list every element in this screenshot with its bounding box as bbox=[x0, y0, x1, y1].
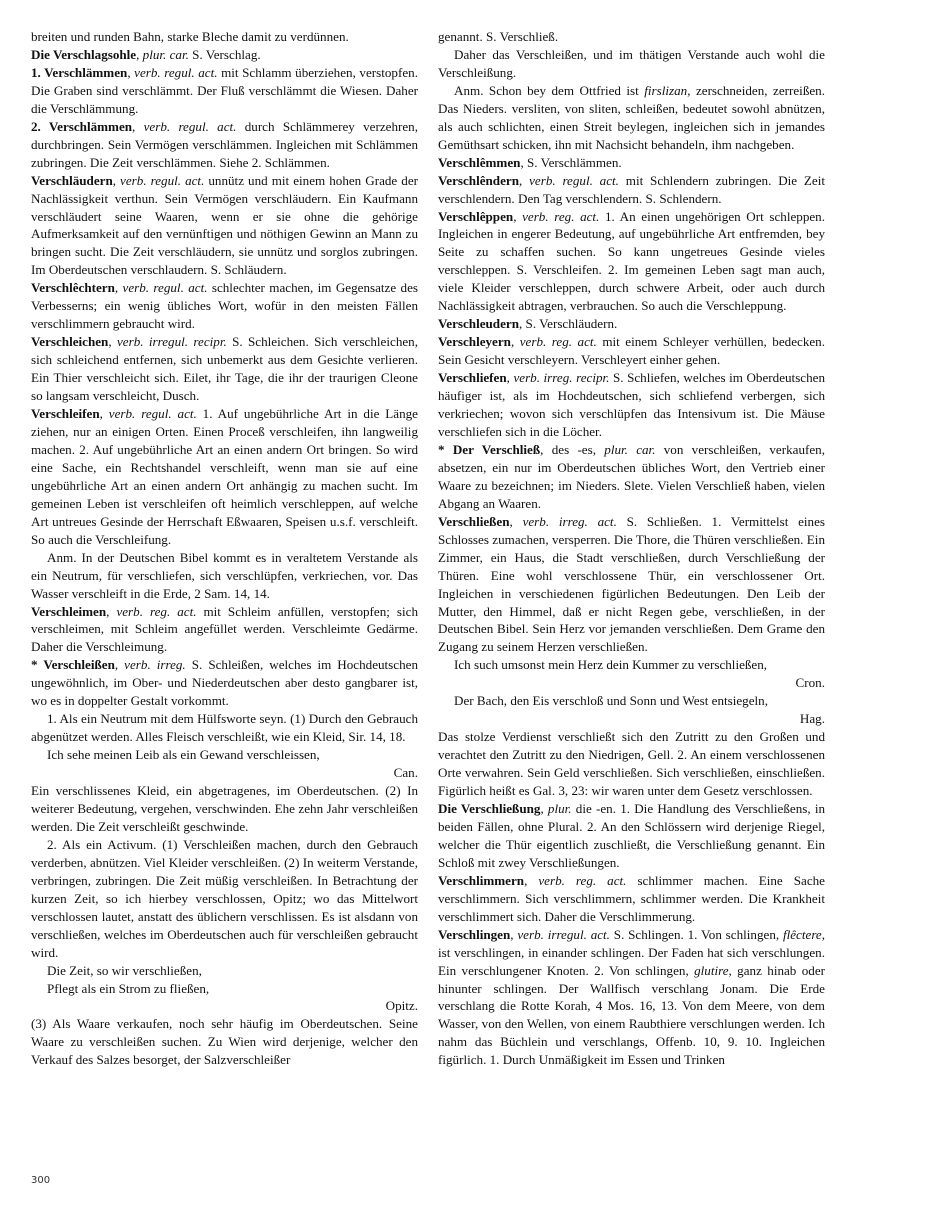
grammar-note: verb. reg. act. bbox=[116, 603, 197, 619]
entry-paragraph bbox=[438, 369, 825, 441]
entry-text: die -en. 1. Die Handlung des Verschließens, in beiden Fällen, ohne Plural. 2. An den Schlössern wird derjenige Riegel, welcher die Thür eigentlich zuschließt, die Verschließung genannt. Ein Schloß mit zwey Verschließungen. bbox=[438, 800, 826, 870]
entry-text: Can. bbox=[393, 765, 418, 781]
entry-paragraph bbox=[438, 728, 825, 800]
citation-source bbox=[438, 674, 825, 692]
entry-text: 2. Als ein Activum. (1) Verschleißen machen, durch den Gebrauch verderben, abnützen. Viel Kleider verschleißen. (2) In weiterm Verstande, verbringen, zubringen. Die Zeit müßig verschleißen. In Betrachtung der kurzen Zeit, so ich hierbey verschlossen, Opitz; wo das Mittelwort verschlossen lautet, anstatt des üblichern verschlissen. Es ist alsdann von verschließen, welches im Oberdeutschen auch für verschleißen gebraucht wird. bbox=[31, 836, 418, 960]
entry-paragraph bbox=[438, 333, 825, 369]
entry-text: , bbox=[510, 926, 518, 942]
headword: Die Verschlagsohle bbox=[31, 46, 137, 62]
entry-text: Pflegt als ein Strom zu fließen, bbox=[47, 980, 210, 996]
verse-line bbox=[31, 980, 418, 998]
citation-source bbox=[31, 764, 418, 782]
grammar-note: verb. regul. act. bbox=[122, 280, 208, 296]
entry-paragraph bbox=[31, 279, 418, 333]
entry-text: , bbox=[540, 800, 548, 816]
headword: Verschleyern bbox=[438, 334, 511, 350]
entry-text: S. Schliefen, welches im Oberdeutschen häufiger ist, als im Hochdeutschen, sich schliefend verbergen, sich verkriechen; wovon sich verschlüpfen das Intensivum ist. Die Mäuse verschliefen sich in die Löcher. bbox=[438, 370, 826, 439]
entry-paragraph bbox=[438, 172, 825, 208]
entry-text: , bbox=[99, 406, 109, 422]
headword: Verschließen bbox=[438, 513, 510, 529]
grammar-note: verb. reg. act. bbox=[538, 872, 627, 888]
entry-paragraph bbox=[31, 656, 418, 710]
citation-source bbox=[438, 710, 825, 728]
headword: Verschleifen bbox=[31, 406, 100, 422]
grammar-note: verb. regul. act. bbox=[529, 172, 619, 188]
entry-text: Das stolze Verdienst verschließt sich den Zutritt zu den Großen und verachtet den Zutritt zu den Niedrigen, Gell. 2. An einem verschlossenen Orte verwahren. Sein Geld verschließen. Sich verschließen, einschließen. Figürlich heißt es Gal. 3, 23: wir waren unter dem Gesetz verschlossen. bbox=[438, 729, 825, 799]
verse-line bbox=[438, 692, 825, 710]
entry-text: (3) Als Waare verkaufen, noch sehr häufig im Oberdeutschen. Seine Waare zu verschleißen suchen. Zu Wien wird derjenige, welcher den Verkauf des Salzes besorget, der Salzverschleißer bbox=[31, 1016, 418, 1068]
grammar-note: verb. regul. act. bbox=[134, 64, 218, 80]
entry-text: unnütz und mit einem hohen Grade der Nachlässigkeit verthun. Sein Vermögen verschläudern. Ein Kaufmann verschläudert seine Waaren, wenn er sie ohne die gehörige Aufmerksamkeit auf den vernünftigen und nöthigen Gewinn an Mann zu bringen sucht. Die Zeit verschläudern, sie unnütz und sorglos zubringen. Im Oberdeutschen verschlaudern. S. Schläudern. bbox=[31, 172, 418, 278]
entry-paragraph bbox=[31, 710, 418, 746]
entry-text: ist verschlingen, in einander schlingen. Der Faden hat sich verschlungen. Ein verschlungener Knoten. 2. Von schlingen, bbox=[438, 944, 825, 978]
entry-text: Ich sehe meinen Leib als ein Gewand verschleissen, bbox=[47, 747, 320, 763]
headword: Verschlêchtern bbox=[31, 280, 115, 296]
headword: Verschleudern bbox=[438, 316, 519, 332]
entry-text: , bbox=[506, 370, 514, 386]
entry-paragraph bbox=[31, 1015, 418, 1069]
entry-paragraph bbox=[31, 28, 418, 46]
entry-paragraph bbox=[438, 315, 825, 333]
headword: * Verschleißen bbox=[31, 657, 115, 673]
grammar-note: firslizan, bbox=[644, 82, 691, 98]
entry-paragraph bbox=[438, 513, 825, 657]
entry-text: , bbox=[114, 280, 123, 296]
headword: Verschliefen bbox=[438, 370, 507, 386]
entry-paragraph bbox=[438, 800, 825, 872]
headword: Verschlimmern bbox=[438, 872, 525, 888]
entry-text: mit einem Schleyer verhüllen, bedecken. Sein Gesicht verschleyern. Verschleyert einher gehen. bbox=[438, 334, 826, 368]
entry-paragraph bbox=[31, 333, 418, 405]
grammar-note: verb. reg. act. bbox=[519, 334, 597, 350]
entry-text: , bbox=[509, 513, 523, 529]
entry-text: , S. Verschläudern. bbox=[519, 316, 618, 332]
entry-paragraph bbox=[31, 549, 418, 603]
entry-text: , bbox=[136, 46, 143, 62]
entry-text: S. Schlingen. 1. Von schlingen, bbox=[609, 926, 783, 942]
entry-text: S. Schleichen. Sich verschleichen, sich schleichend entfernen, sich unbemerkt aus dem Gesichte verlieren. Ein Thier verschleicht sich. Eilet, ihr Tage, die ihr der traurigen Cleone so langsam verschleicht, Dusch. bbox=[31, 334, 418, 404]
entry-paragraph bbox=[31, 172, 418, 280]
verse-line bbox=[31, 962, 418, 980]
entry-text: , bbox=[114, 657, 125, 673]
entry-paragraph bbox=[31, 118, 418, 172]
headword: Verschlêmmen bbox=[438, 154, 521, 170]
entry-text: mit Schleim anfüllen, verstopfen; sich verschleimen, mit Schleim angefüllet werden. Verschleimte Gedärme. Daher die Verschleimung. bbox=[31, 603, 418, 655]
entry-paragraph bbox=[31, 782, 418, 836]
entry-text: S. Verschlag. bbox=[188, 46, 261, 62]
entry-paragraph bbox=[438, 46, 825, 82]
entry-text: 1. An einen ungehörigen Ort schleppen. Ingleichen in engerer Bedeutung, auf ungebührliche Art entfremden, bey Seite zu schaffen suchen. So kann ungetreues Gesinde vieles verschleppen. S. Verschleifen. 2. Im gemeinen Leben sagt man auch, viele Kleider verschleppen, durch schwere Arbeit, oder auch durch Nachlässigkeit abtragen, verbrauchen. So auch die Verschleppung. bbox=[438, 208, 825, 314]
verse-line bbox=[438, 656, 825, 674]
headword: Verschlêppen bbox=[438, 208, 514, 224]
grammar-note: verb. irreg. act. bbox=[522, 513, 617, 529]
entry-text: , bbox=[524, 872, 539, 888]
entry-paragraph bbox=[438, 926, 825, 1070]
left-column bbox=[31, 28, 418, 1069]
entry-paragraph bbox=[31, 405, 418, 549]
entry-text: schlechter machen, im Gegensatze des Verbesserns; ein wenig übliches Wort, wofür in den meisten Fällen verschlimmern gebraucht wird. bbox=[31, 280, 418, 332]
entry-text: , bbox=[106, 603, 117, 619]
entry-text: ganz hinab oder hinunter schlingen. Der Wallfisch verschlang Jonam. Die Erde verschlang die Rotte Korah, 4 Mos. 16, 13. Von dem Meere, von dem Wasser, von den Wellen, von einem Raubthiere verschlungen werden. Ich nahm das Büchlein und verschlangs, Offenb. 10, 9. 10. Ingleichen figürlich. 1. Durch Unmäßigkeit im Essen und Trinken bbox=[438, 962, 825, 1068]
entry-paragraph bbox=[31, 603, 418, 657]
grammar-note: verb. irreg. bbox=[124, 657, 186, 673]
verse-line bbox=[31, 746, 418, 764]
headword: Verschläudern bbox=[31, 172, 113, 188]
grammar-note: verb. regul. act. bbox=[108, 406, 197, 422]
entry-text: 1. Als ein Neutrum mit dem Hülfsworte seyn. (1) Durch den Gebrauch abgenützet werden. Alles Fleisch verschleißt, wie ein Kleid, Sir. 14, 18. bbox=[31, 711, 418, 745]
entry-text: Hag. bbox=[799, 711, 825, 727]
entry-text: S. Schließen. 1. Vermittelst eines Schlosses zumachen, versperren. Die Thore, die Thüren verschließen. Ein Zimmer, ein Haus, die Stadt verschließen, durch Verschließung der Thüren. Eine wohl verschlossene Thür, ein verschlossener Ort. Ingleichen in verschiedenen figürlichen Bedeutungen. Den Leib der Mutter, den Himmel, daß er nicht Regen gebe, verschließen, in der Deutschen Bibel. Sein Herz vor jemanden verschließen. Dem Grame den Zugang zu seinem Herzen verschließen. bbox=[438, 513, 825, 655]
grammar-note: flêctere, bbox=[782, 926, 826, 942]
entry-text: 1. Auf ungebührliche Art in die Länge ziehen, nur an einigen Orten. Einen Proceß verschleifen, ihn langweilig machen. 2. Auf ungebührliche Art an einen andern Ort bringen. So wird eine Sache, ein Rechtshandel verschleift, wenn man sie auf eine ungebührliche Art an einen andern Ort anhängig zu machen sucht. Im gemeinen Leben ist verschleifen oft heimlich verschleppen, auf welche Art untreues Gesinde der Herrschaft Eßwaaren, Speisen u.s.f. verschleift. So auch die Verschleifung. bbox=[31, 406, 418, 547]
entry-paragraph bbox=[438, 208, 825, 316]
entry-text: breiten und runden Bahn, starke Bleche damit zu verdünnen. bbox=[31, 29, 349, 44]
grammar-note: plur. car. bbox=[604, 441, 656, 457]
entry-paragraph bbox=[31, 836, 418, 962]
entry-text: mit Schlendern zubringen. Die Zeit verschlendern. Den Tag verschlendern. S. Schlendern. bbox=[438, 172, 825, 206]
grammar-note: verb. irreg. recipr. bbox=[513, 370, 610, 386]
entry-text: S. Schleißen, welches im Hochdeutschen ungewöhnlich, im Ober- und Niederdeutschen aber desto gangbarer ist, wo es in doppelter Gestalt vorkommt. bbox=[31, 657, 418, 709]
entry-text: , des -es, bbox=[540, 441, 605, 457]
entry-text: Anm. In der Deutschen Bibel kommt es in veraltetem Verstande als ein Neutrum, für verschliefen, sich verschlüpfen, verkriechen, vor. Das Wasser verschleift in die Erde, 2 Sam. 14, 14. bbox=[31, 549, 418, 601]
entry-text: , bbox=[112, 172, 121, 188]
headword: 2. Verschlämmen bbox=[31, 118, 133, 134]
entry-text: , bbox=[519, 172, 530, 188]
entry-text: Die Zeit, so wir verschließen, bbox=[47, 962, 202, 978]
entry-text: Ein verschlissenes Kleid, ein abgetragenes, im Oberdeutschen. (2) In weiterer Bedeutung, vergehen, verschwinden. Ehe zehn Jahr verschleißen werden. Die Zeit verschleißt geschwinde. bbox=[31, 783, 418, 834]
entry-text: , bbox=[513, 208, 523, 224]
entry-paragraph bbox=[31, 64, 418, 118]
headword: Verschlêndern bbox=[438, 172, 519, 188]
headword: Verschleimen bbox=[31, 603, 107, 619]
right-column bbox=[438, 28, 825, 1069]
entry-text: genannt. S. Verschließ. bbox=[438, 29, 559, 44]
citation-source bbox=[31, 997, 418, 1015]
headword: Verschleichen bbox=[31, 334, 109, 350]
grammar-note: plur. car. bbox=[142, 46, 189, 62]
entry-text: , bbox=[132, 118, 144, 134]
entry-paragraph bbox=[438, 872, 825, 926]
entry-text: durch Schlämmerey verzehren, durchbringen. Sein Vermögen verschlämmen. Ingleichen mit Schlämmen zubringen. Die Zeit verschlämmen. Siehe 2. Schlämmen. bbox=[31, 118, 418, 170]
grammar-note: verb. irregul. recipr. bbox=[116, 334, 227, 350]
grammar-note: verb. regul. act. bbox=[143, 118, 237, 134]
headword: Die Verschließung bbox=[438, 800, 541, 816]
grammar-note: plur. bbox=[547, 800, 572, 816]
grammar-note: verb. regul. act. bbox=[120, 172, 205, 188]
grammar-note: verb. irregul. act. bbox=[517, 926, 610, 942]
entry-text: Opitz. bbox=[385, 998, 418, 1014]
page-number: 300 bbox=[31, 1175, 51, 1186]
entry-text: Ich such umsonst mein Herz dein Kummer zu verschließen, bbox=[454, 657, 768, 673]
headword: * Der Verschließ bbox=[438, 441, 541, 457]
entry-text: , S. Verschlämmen. bbox=[520, 154, 622, 170]
entry-text: schlimmer machen. Eine Sache verschlimmern. Sich verschlimmern, schlimmer werden. Die Krankheit verschlimmert sich. Daher die Verschlimmerung. bbox=[438, 872, 825, 924]
entry-text: , bbox=[510, 334, 520, 350]
headword: 1. Verschlämmen bbox=[31, 64, 128, 80]
entry-text: von verschleißen, verkaufen, absetzen, ein nur im Oberdeutschen übliches Wort, den Vertrieb einer Waare zu bezeichnen; im Nieders. Slete. Vielen Verschließ haben, vielen Abgang an Waaren. bbox=[438, 441, 825, 511]
entry-paragraph bbox=[438, 82, 825, 154]
entry-text: Cron. bbox=[795, 675, 825, 691]
entry-text: Der Bach, den Eis verschloß und Sonn und West entsiegeln, bbox=[454, 693, 768, 709]
entry-text: , bbox=[127, 64, 135, 80]
entry-text: Anm. Schon bey dem Ottfried ist bbox=[454, 82, 645, 98]
grammar-note: verb. reg. act. bbox=[522, 208, 600, 224]
entry-paragraph bbox=[438, 28, 825, 46]
entry-paragraph bbox=[31, 46, 418, 64]
entry-paragraph bbox=[438, 441, 825, 513]
entry-text: zerschneiden, zerreißen. Das Nieders. versliten, von sliten, schleißen, bedeutet sowohl abnützen, als auch schlichten, einen Streit beylegen, ingleichen sich in jemandes Gemüthsart schicken, ihn mit Nachsicht behandeln, ihm nachgeben. bbox=[438, 82, 825, 152]
grammar-note: glutire, bbox=[694, 962, 732, 978]
entry-text: mit Schlamm überziehen, verstopfen. Die Graben sind verschlämmt. Der Fluß verschlämmt die Wiesen. Daher die Verschlämmung. bbox=[31, 64, 418, 116]
entry-text: , bbox=[108, 334, 117, 350]
entry-paragraph bbox=[438, 154, 825, 172]
entry-text: Daher das Verschleißen, und im thätigen Verstande auch wohl die Verschleißung. bbox=[438, 46, 825, 80]
headword: Verschlingen bbox=[438, 926, 511, 942]
